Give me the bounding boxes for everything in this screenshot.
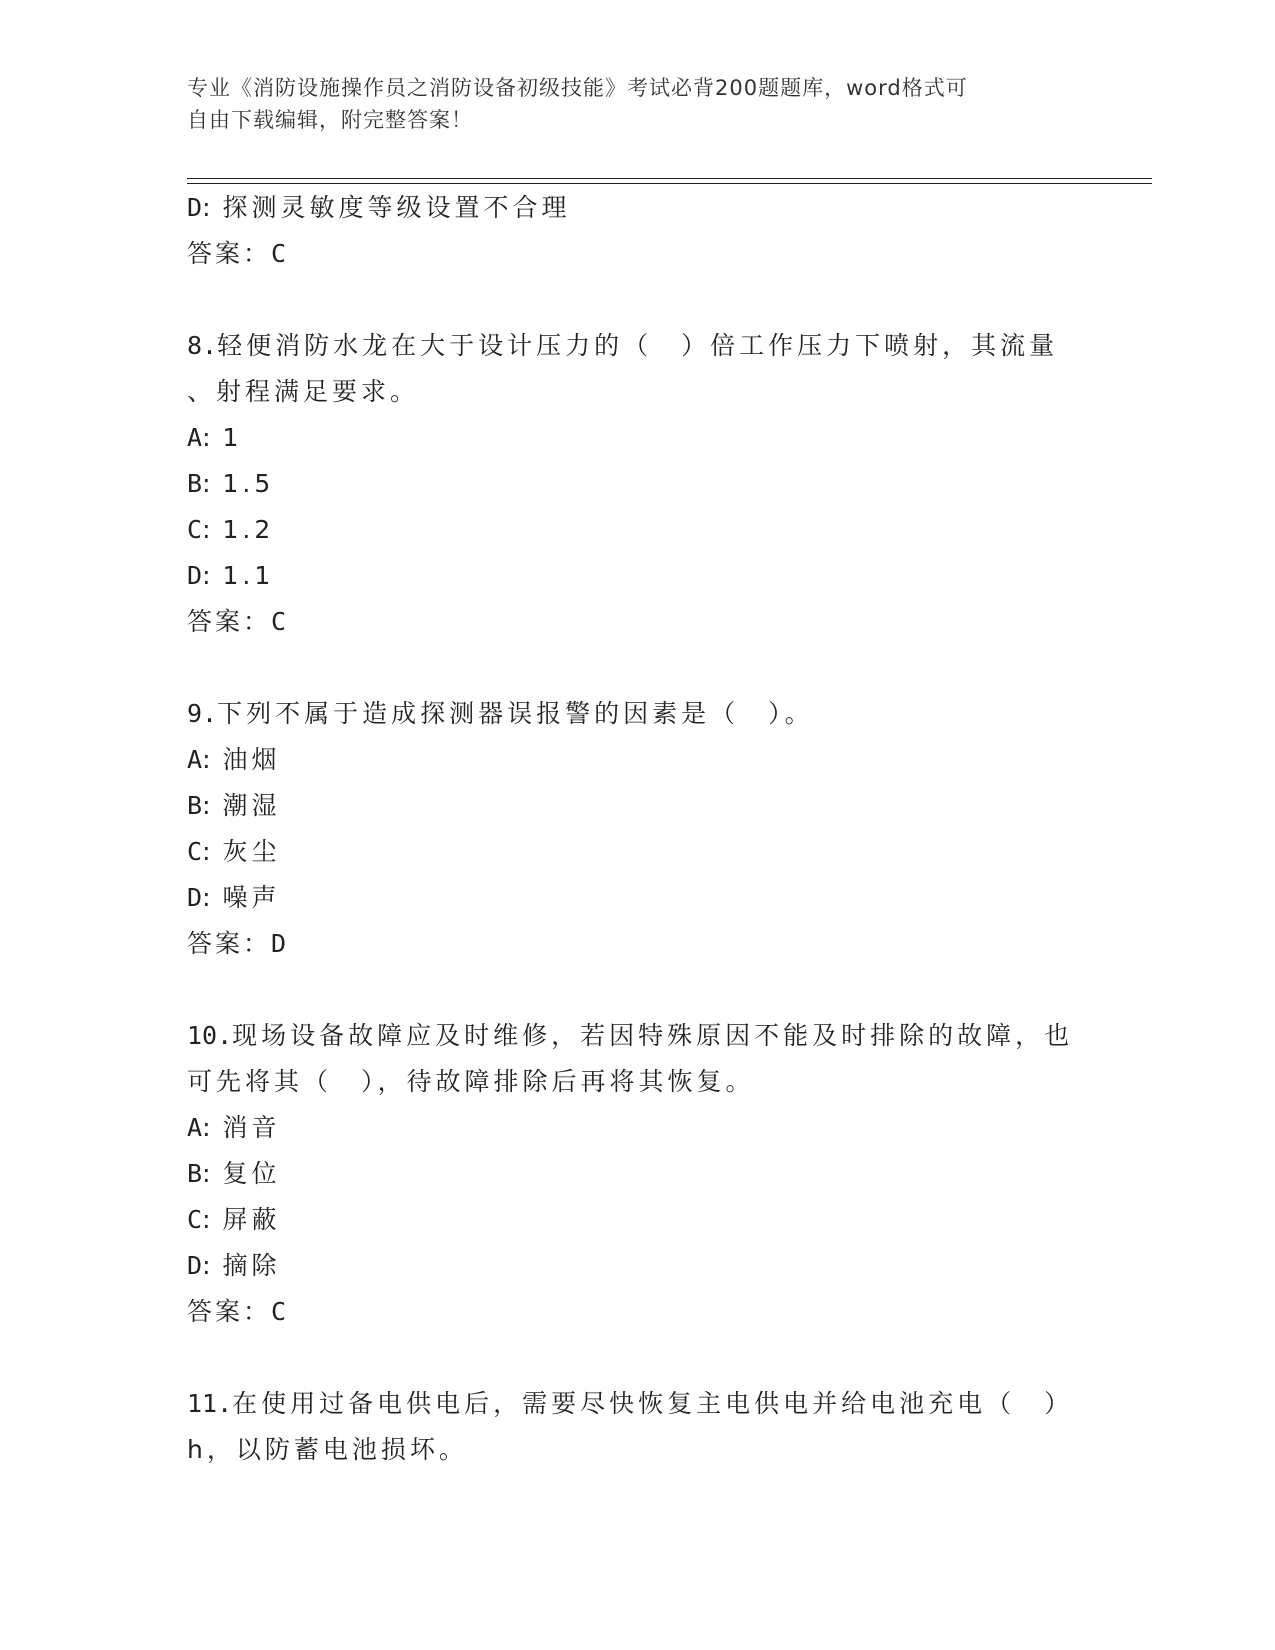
option-separator: : — [202, 193, 215, 222]
option-separator: : — [202, 515, 215, 544]
option-d — [187, 553, 1087, 599]
answer-line — [187, 599, 1087, 645]
header-line-1: 专业《消防设施操作员之消防设备初级技能》考试必背200题题库，word格式可 — [187, 76, 968, 100]
option-letter: C — [187, 1205, 203, 1234]
option-text: 噪声 — [222, 883, 281, 912]
document-header — [187, 72, 1067, 136]
header-rule-top — [187, 178, 1152, 179]
header-line-2: 自由下载编辑，附完整答案！ — [187, 108, 473, 132]
answer-label: 答案： — [187, 607, 272, 636]
question-number: 11. — [187, 1389, 233, 1418]
question-10-line-2 — [187, 1059, 1087, 1105]
option-letter: C — [187, 837, 203, 866]
spacer — [187, 1335, 1087, 1381]
option-letter: B — [187, 791, 203, 820]
answer-value: C — [271, 239, 287, 268]
option-text: 潮湿 — [222, 791, 281, 820]
option-letter: A — [187, 423, 203, 452]
question-number: 10. — [187, 1021, 233, 1050]
option-b — [187, 783, 1087, 829]
option-separator: : — [202, 837, 215, 866]
question-text: 轻便消防水龙在大于设计压力的（ ）倍工作压力下喷射，其流量 — [217, 331, 1059, 360]
spacer — [187, 967, 1087, 1013]
option-c — [187, 1197, 1087, 1243]
option-letter: B — [187, 469, 203, 498]
question-text: h，以防蓄电池损坏。 — [187, 1435, 468, 1464]
option-text: 摘除 — [222, 1251, 281, 1280]
question-9-line-1 — [187, 691, 1087, 737]
option-text: 油烟 — [222, 745, 281, 774]
option-letter: D — [187, 193, 203, 222]
option-letter: D — [187, 1251, 203, 1280]
option-separator: : — [202, 561, 215, 590]
option-letter: D — [187, 883, 203, 912]
option-text: 消音 — [222, 1113, 281, 1142]
answer-line — [187, 1289, 1087, 1335]
question-8-line-1 — [187, 323, 1087, 369]
option-a — [187, 1105, 1087, 1151]
option-text: 复位 — [222, 1159, 281, 1188]
answer-line — [187, 231, 1087, 277]
option-d — [187, 185, 1087, 231]
option-c — [187, 829, 1087, 875]
option-separator: : — [202, 883, 215, 912]
option-letter: B — [187, 1159, 203, 1188]
spacer — [187, 645, 1087, 691]
question-number: 8. — [187, 331, 218, 360]
option-separator: : — [202, 745, 215, 774]
question-text: 可先将其（ ），待故障排除后再将其恢复。 — [187, 1067, 755, 1096]
question-10-line-1 — [187, 1013, 1087, 1059]
option-b — [187, 1151, 1087, 1197]
question-list — [187, 185, 1087, 1473]
option-letter: A — [187, 745, 203, 774]
answer-value: C — [271, 607, 287, 636]
option-letter: A — [187, 1113, 203, 1142]
question-number: 9. — [187, 699, 218, 728]
option-text: 屏蔽 — [222, 1205, 281, 1234]
option-separator: : — [202, 423, 215, 452]
option-text: 探测灵敏度等级设置不合理 — [222, 193, 571, 222]
answer-label: 答案： — [187, 929, 272, 958]
option-separator: : — [202, 791, 215, 820]
answer-value: C — [271, 1297, 287, 1326]
option-separator: : — [202, 1159, 215, 1188]
option-a — [187, 737, 1087, 783]
option-b — [187, 461, 1087, 507]
option-text: 1.5 — [222, 469, 275, 498]
question-text: 、射程满足要求。 — [187, 377, 420, 406]
option-separator: : — [202, 1205, 215, 1234]
answer-label: 答案： — [187, 239, 272, 268]
spacer — [187, 277, 1087, 323]
question-8-line-2 — [187, 369, 1087, 415]
option-text: 1 — [222, 423, 243, 452]
question-text: 现场设备故障应及时维修，若因特殊原因不能及时排除的故障，也 — [232, 1021, 1074, 1050]
option-d — [187, 1243, 1087, 1289]
answer-line — [187, 921, 1087, 967]
option-letter: C — [187, 515, 203, 544]
option-c — [187, 507, 1087, 553]
option-letter: D — [187, 561, 203, 590]
option-separator: : — [202, 1113, 215, 1142]
question-11-line-2 — [187, 1427, 1087, 1473]
option-d — [187, 875, 1087, 921]
option-separator: : — [202, 469, 215, 498]
option-text: 1.1 — [222, 561, 275, 590]
answer-label: 答案： — [187, 1297, 272, 1326]
header-rule-bottom — [187, 183, 1152, 184]
option-text: 灰尘 — [222, 837, 281, 866]
answer-value: D — [271, 929, 287, 958]
question-11-line-1 — [187, 1381, 1087, 1427]
option-separator: : — [202, 1251, 215, 1280]
question-text: 在使用过备电供电后，需要尽快恢复主电供电并给电池充电（ ） — [232, 1389, 1074, 1418]
option-a — [187, 415, 1087, 461]
option-text: 1.2 — [222, 515, 275, 544]
question-text: 下列不属于造成探测器误报警的因素是（ ）。 — [217, 699, 814, 728]
